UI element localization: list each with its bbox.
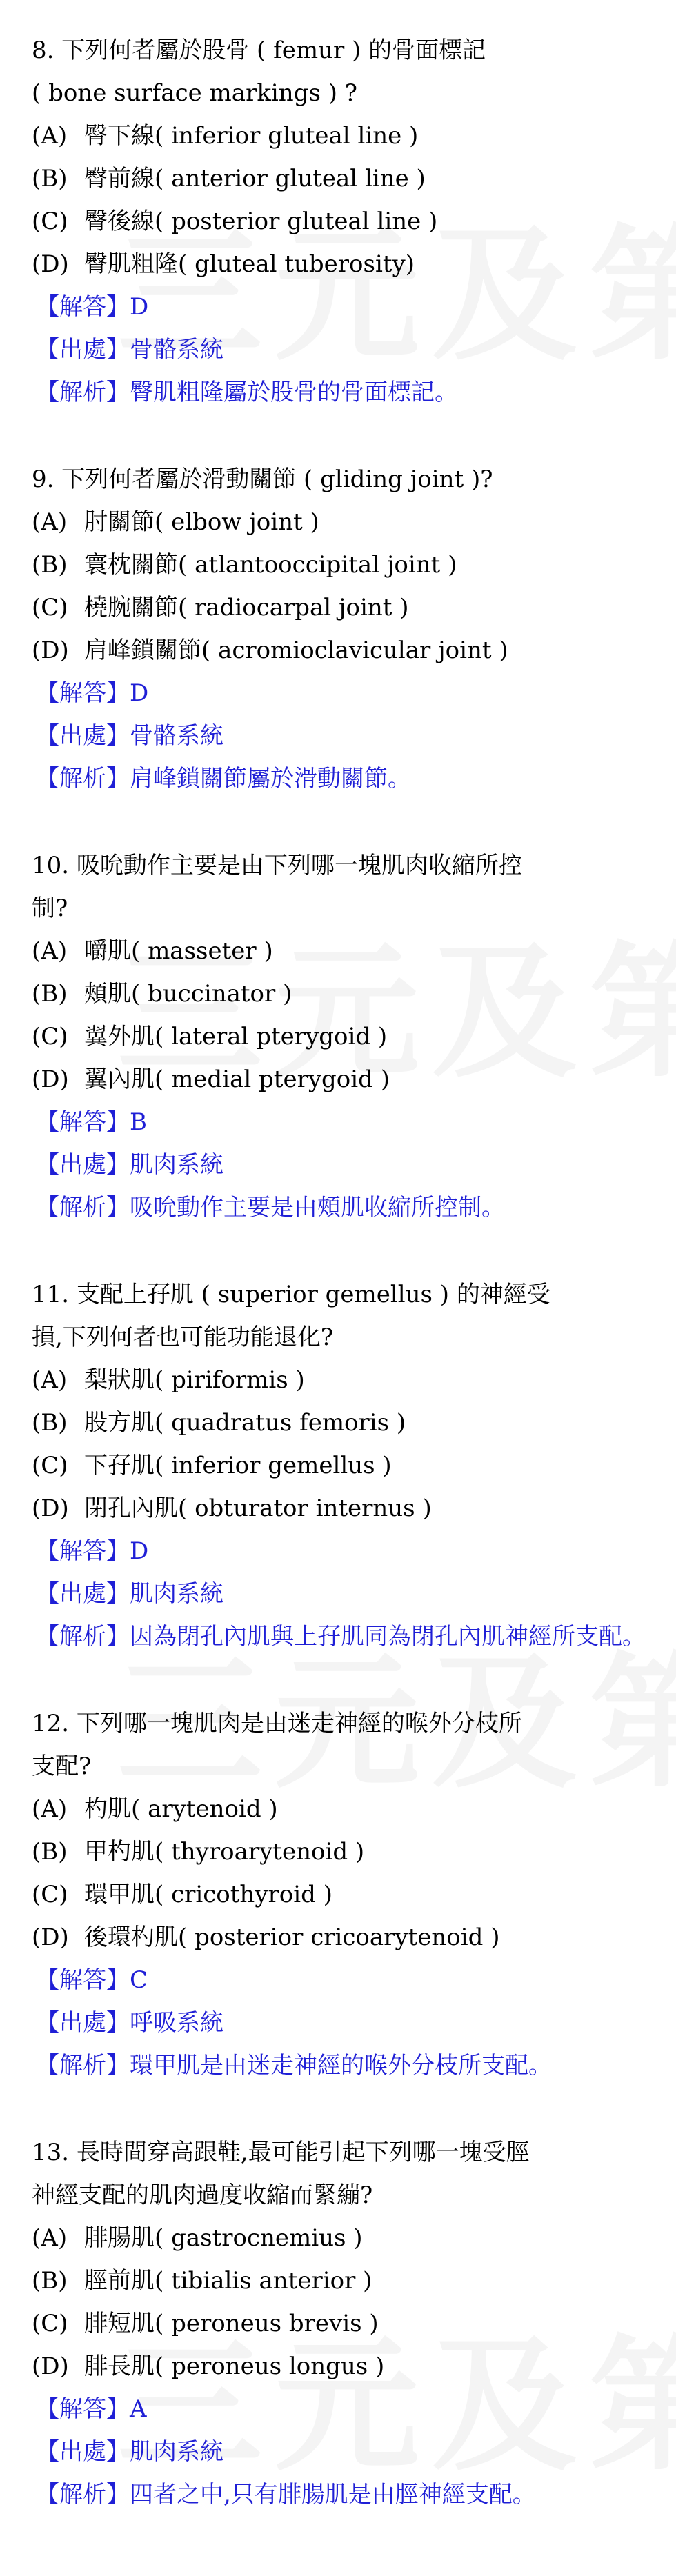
question-stem: 10. 吸吮動作主要是由下列哪一塊肌肉收縮所控 — [32, 852, 522, 879]
answer-line: 【解答】A — [36, 2395, 147, 2423]
answer-line: 【解答】D — [36, 1537, 149, 1565]
option-letter: (C) — [32, 1023, 68, 1050]
option-text: 杓肌( arytenoid ) — [84, 1795, 278, 1823]
question-stem: 9. 下列何者屬於滑動關節 ( gliding joint )? — [32, 466, 493, 493]
option-letter: (A) — [32, 1795, 68, 1823]
question-stem: 13. 長時間穿高跟鞋,最可能引起下列哪一塊受脛 — [32, 2139, 530, 2166]
option-d — [32, 2345, 655, 2388]
option-letter: (B) — [32, 2267, 68, 2295]
option-a — [32, 1788, 655, 1830]
question-stem-continued: ( bone surface markings ) ? — [32, 79, 358, 107]
question-stem-continued: 制? — [32, 895, 68, 922]
option-letter: (A) — [32, 1366, 68, 1394]
option-d — [32, 243, 655, 286]
option-text: 臀前線( anterior gluteal line ) — [84, 165, 426, 192]
explanation-line: 【解析】環甲肌是由迷走神經的喉外分枝所支配。 — [36, 2052, 552, 2079]
option-letter: (A) — [32, 937, 68, 965]
answer-line: 【解答】D — [36, 679, 149, 707]
option-text: 臀後線( posterior gluteal line ) — [84, 208, 438, 235]
option-b — [32, 1830, 655, 1873]
option-letter: (D) — [32, 1066, 69, 1093]
option-letter: (C) — [32, 1452, 68, 1479]
option-text: 橈腕關節( radiocarpal joint ) — [84, 594, 409, 621]
option-c — [32, 586, 655, 629]
source-line: 【出處】肌肉系統 — [36, 2438, 223, 2466]
option-a — [32, 2217, 655, 2259]
option-b — [32, 1401, 655, 1444]
option-text: 脛前肌( tibialis anterior ) — [84, 2267, 372, 2295]
option-text: 嚼肌( masseter ) — [84, 937, 273, 965]
option-text: 肩峰鎖關節( acromioclavicular joint ) — [84, 637, 508, 664]
question-9 — [32, 458, 655, 800]
option-letter: (A) — [32, 508, 68, 536]
question-13 — [32, 2131, 655, 2516]
option-d — [32, 1916, 655, 1959]
option-letter: (B) — [32, 1409, 68, 1437]
option-text: 腓短肌( peroneus brevis ) — [84, 2310, 379, 2337]
explanation-line: 【解析】吸吮動作主要是由頰肌收縮所控制。 — [36, 1194, 505, 1221]
question-10 — [32, 844, 655, 1229]
question-stem: 8. 下列何者屬於股骨 ( femur ) 的骨面標記 — [32, 37, 486, 64]
source-line: 【出處】呼吸系統 — [36, 2009, 223, 2037]
option-text: 肘關節( elbow joint ) — [84, 508, 319, 536]
source-line: 【出處】骨骼系統 — [36, 336, 223, 363]
question-stem: 12. 下列哪一塊肌肉是由迷走神經的喉外分枝所 — [32, 1710, 522, 1737]
option-c — [32, 1444, 655, 1487]
explanation-line: 【解析】臀肌粗隆屬於股骨的骨面標記。 — [36, 379, 458, 406]
question-12 — [32, 1702, 655, 2087]
option-a — [32, 114, 655, 157]
option-d — [32, 629, 655, 672]
option-text: 臀肌粗隆( gluteal tuberosity) — [84, 250, 415, 278]
option-a — [32, 1359, 655, 1401]
source-line: 【出處】肌肉系統 — [36, 1151, 223, 1179]
option-text: 梨狀肌( piriformis ) — [84, 1366, 305, 1394]
option-letter: (B) — [32, 980, 68, 1008]
source-line: 【出處】肌肉系統 — [36, 1580, 223, 1608]
option-d — [32, 1058, 655, 1101]
option-text: 環甲肌( cricothyroid ) — [84, 1881, 332, 1908]
answer-line: 【解答】D — [36, 293, 149, 321]
option-letter: (C) — [32, 2310, 68, 2337]
option-b — [32, 972, 655, 1015]
option-c — [32, 2302, 655, 2345]
option-text: 腓腸肌( gastrocnemius ) — [84, 2224, 363, 2252]
option-a — [32, 930, 655, 972]
explanation-line: 【解析】四者之中,只有腓腸肌是由脛神經支配。 — [36, 2481, 536, 2508]
option-b — [32, 157, 655, 200]
question-stem-continued: 損,下列何者也可能功能退化? — [32, 1324, 334, 1351]
option-c — [32, 1873, 655, 1916]
question-stem: 11. 支配上孖肌 ( superior gemellus ) 的神經受 — [32, 1281, 550, 1308]
option-letter: (D) — [32, 1495, 69, 1522]
option-text: 頰肌( buccinator ) — [84, 980, 292, 1008]
option-letter: (D) — [32, 250, 69, 278]
source-line: 【出處】骨骼系統 — [36, 722, 223, 750]
option-text: 甲杓肌( thyroarytenoid ) — [84, 1838, 365, 1866]
answer-line: 【解答】C — [36, 1966, 148, 1994]
question-8 — [32, 29, 655, 414]
option-letter: (C) — [32, 208, 68, 235]
option-letter: (C) — [32, 594, 68, 621]
option-letter: (C) — [32, 1881, 68, 1908]
option-letter: (D) — [32, 637, 69, 664]
option-text: 後環杓肌( posterior cricoarytenoid ) — [84, 1924, 500, 1951]
option-text: 下孖肌( inferior gemellus ) — [84, 1452, 392, 1479]
option-text: 股方肌( quadratus femoris ) — [84, 1409, 406, 1437]
option-text: 翼內肌( medial pterygoid ) — [84, 1066, 390, 1093]
option-text: 臀下線( inferior gluteal line ) — [84, 122, 419, 150]
question-stem-continued: 神經支配的肌肉過度收縮而緊繃? — [32, 2181, 373, 2209]
option-text: 閉孔內肌( obturator internus ) — [84, 1495, 432, 1522]
option-text: 腓長肌( peroneus longus ) — [84, 2353, 385, 2380]
option-b — [32, 2259, 655, 2302]
option-letter: (D) — [32, 2353, 69, 2380]
question-11 — [32, 1273, 655, 1658]
option-letter: (B) — [32, 165, 68, 192]
option-c — [32, 1015, 655, 1058]
option-text: 寰枕關節( atlantooccipital joint ) — [84, 551, 457, 579]
explanation-line: 【解析】因為閉孔內肌與上孖肌同為閉孔內肌神經所支配。 — [36, 1623, 646, 1650]
option-letter: (A) — [32, 2224, 68, 2252]
explanation-line: 【解析】肩峰鎖關節屬於滑動關節。 — [36, 765, 411, 792]
option-b — [32, 543, 655, 586]
question-stem-continued: 支配? — [32, 1753, 92, 1780]
option-letter: (A) — [32, 122, 68, 150]
option-c — [32, 200, 655, 243]
option-letter: (B) — [32, 1838, 68, 1866]
option-letter: (D) — [32, 1924, 69, 1951]
option-letter: (B) — [32, 551, 68, 579]
option-a — [32, 501, 655, 543]
option-d — [32, 1487, 655, 1530]
option-text: 翼外肌( lateral pterygoid ) — [84, 1023, 388, 1050]
answer-line: 【解答】B — [36, 1108, 147, 1136]
